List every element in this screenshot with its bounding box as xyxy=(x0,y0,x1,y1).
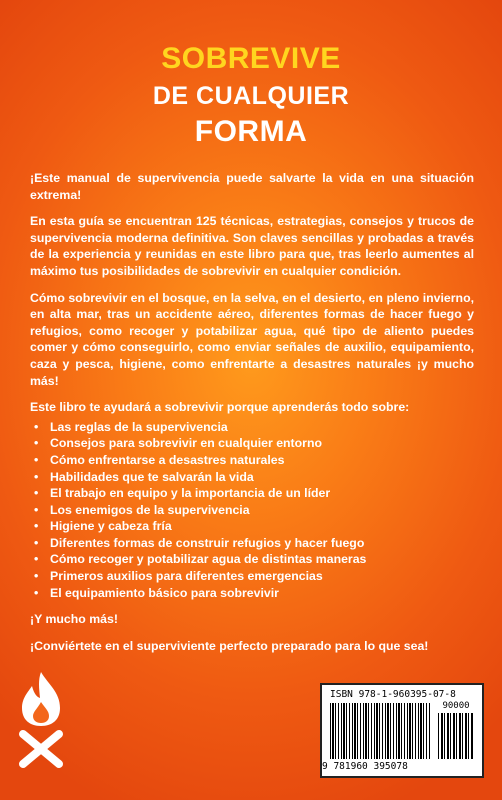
list-item: • El trabajo en equipo y la importancia de un líder xyxy=(48,485,474,502)
list-intro: Este libro te ayudará a sobrevivir porque aprenderás todo sobre: xyxy=(30,400,410,415)
list-item: • Los enemigos de la supervivencia xyxy=(48,502,474,519)
list-item: • El equipamiento básico para sobrevivir xyxy=(48,585,474,602)
list-item: • Higiene y cabeza fría xyxy=(48,518,474,535)
blurb-paragraph-2: En esta guía se encuentran 125 técnicas, estrategias, consejos y trucos de supervivencia moderna definitiva. Son claves sencillas y probadas a través de la experiencia y reunidas en este libro para que, tras leerlo aumentes al máximo tus posibilidades de sobrevivir en cualquier condición. xyxy=(30,214,474,278)
blurb-closing-2: ¡Conviértete en el superviviente perfecto preparado para lo que sea! xyxy=(30,638,429,653)
isbn-barcode xyxy=(320,683,484,778)
title-line-2: DE CUALQUIER xyxy=(152,82,350,110)
topics-list xyxy=(30,419,474,602)
list-item: • Cómo recoger y potabilizar agua de distintas maneras xyxy=(48,551,474,568)
list-item: • Diferentes formas de construir refugios y hacer fuego xyxy=(48,535,474,552)
list-item: • Habilidades que te salvarán la vida xyxy=(48,469,474,486)
barcode-addon-bars xyxy=(438,713,474,759)
blurb xyxy=(30,170,474,664)
title-line-1: SOBREVIVE xyxy=(161,42,341,75)
list-item: • Cómo enfrentarse a desastres naturales xyxy=(48,452,474,469)
campfire-logo-icon xyxy=(18,668,64,772)
price-addon-number: 90000 xyxy=(442,701,470,711)
isbn-text: ISBN 978-1-960395-07-8 xyxy=(330,689,456,700)
title-line-3: FORMA xyxy=(194,115,308,148)
blurb-closing-1: ¡Y mucho más! xyxy=(30,612,118,627)
barcode-bars xyxy=(330,703,430,759)
blurb-paragraph-1: ¡Este manual de supervivencia puede salvarte la vida en una situación extrema! xyxy=(30,171,474,202)
list-item: • Las reglas de la supervivencia xyxy=(48,419,474,436)
list-item: • Primeros auxilios para diferentes emergencias xyxy=(48,568,474,585)
blurb-paragraph-3: Cómo sobrevivir en el bosque, en la selva, en el desierto, en pleno invierno, en alta mar, tras un accidente aéreo, diferentes formas de hacer fuego y refugios, como recoger y potabilizar agua, qué tipo de aliento puedes comer y cómo conseguirlo, como enviar señales de auxilio, equipamiento, caza y pesca, higiene, como enfrentarte a desastres naturales ¡y mucho más! xyxy=(30,290,474,388)
barcode-number: 9 781960 395078 xyxy=(322,761,408,772)
list-item: • Consejos para sobrevivir en cualquier entorno xyxy=(48,435,474,452)
